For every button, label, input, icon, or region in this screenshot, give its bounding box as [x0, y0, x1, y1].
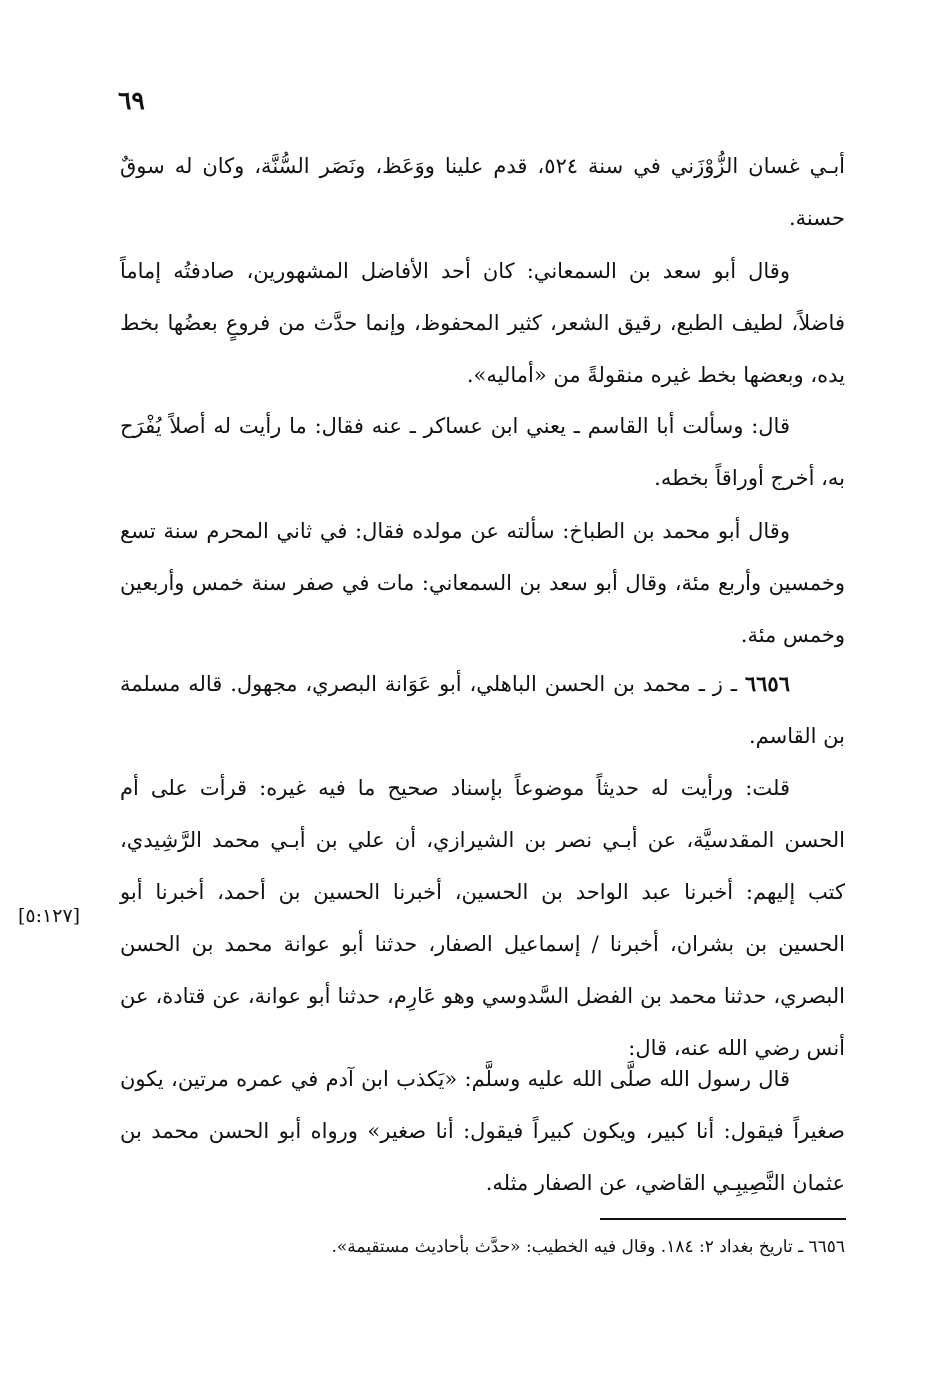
paragraph-continuation — [120, 140, 845, 244]
paragraph-birth-death — [120, 505, 845, 661]
paragraph-text: قال رسول الله صلَّى الله عليه وسلَّم: «يَكذب ابن آدم في عمره مرتين، يكون صغيراً فيقول: أنا كبير، ويكون كبيراً فيقول: أنا صغير» ورواه أبو الحسن محمد بن عثمان النَّصِيبِـي القاضي، عن الصفار مثله. — [120, 1067, 845, 1195]
paragraph-text: قلت: ورأيت له حديثاً موضوعاً بإسناد صحيح ما فيه غيره: قرأت على أم الحسن المقدسيَّة، عن أبـي نصر بن الشيرازي، أن علي بن أبـي محمد الرَّشِيدي، كتب إليهم: أخبرنا عبد الواحد بن الحسين، أخبرنا الحسين بن أحمد، أخبرنا أبو الحسين بن بشران، أخبرنا / إسماعيل الصفار، حدثنا أبو عوانة محمد بن الحسن البصري، حدثنا محمد بن الفضل السَّدوسي وهو عَارِم، حدثنا أبو عوانة، عن قتادة، عن أنس رضي الله عنه، قال: — [120, 776, 845, 1060]
paragraph-text: وقال أبو محمد بن الطباخ: سألته عن مولده فقال: في ثاني المحرم سنة تسع وخمسين وأربع مئة، وقال أبو سعد بن السمعاني: مات في صفر سنة خمس وأربعين وخمس مئة. — [120, 519, 845, 647]
entry-6656 — [120, 658, 845, 762]
paragraph-text: أبـي غسان الزُّوْزَني في سنة ٥٢٤، قدم علينا ووَعَظ، ونَصَر السُّنَّة، وكان له سوقٌ حسنة. — [120, 154, 845, 230]
paragraph-isnad — [120, 762, 845, 1074]
paragraph-samani-quote — [120, 245, 845, 401]
entry-number: ٦٦٥٦ — [744, 671, 790, 696]
entry-paragraph — [120, 658, 845, 762]
footnote: ٦٦٥٦ ـ تاريخ بغداد ٢: ١٨٤. وقال فيه الخطيب: «حدَّث بأحاديث مستقيمة». — [331, 1237, 845, 1257]
page-number: ٦٩ — [118, 86, 145, 115]
paragraph-ibn-asakir — [120, 400, 845, 504]
paragraph-text: قال: وسألت أبا القاسم ـ يعني ابن عساكر ـ عنه فقال: ما رأيت له أصلاً يُفْرَح به، أخرج أوراقاً بخطه. — [120, 414, 845, 490]
footnote-divider — [600, 1218, 846, 1220]
entry-text: ـ ز ـ محمد بن الحسن الباهلي، أبو عَوَانة البصري، مجهول. قاله مسلمة بن القاسم. — [120, 672, 845, 748]
margin-reference: [٥:١٢٧] — [18, 905, 81, 927]
paragraph-text: وقال أبو سعد بن السمعاني: كان أحد الأفاضل المشهورين، صادفتُه إماماً فاضلاً، لطيف الطبع، رقيق الشعر، كثير المحفوظ، وإنما حدَّث من فروعٍ بعضُها بخط يده، وبعضها بخط غيره منقولةً من «أماليه». — [120, 259, 845, 387]
paragraph-hadith — [120, 1053, 845, 1209]
